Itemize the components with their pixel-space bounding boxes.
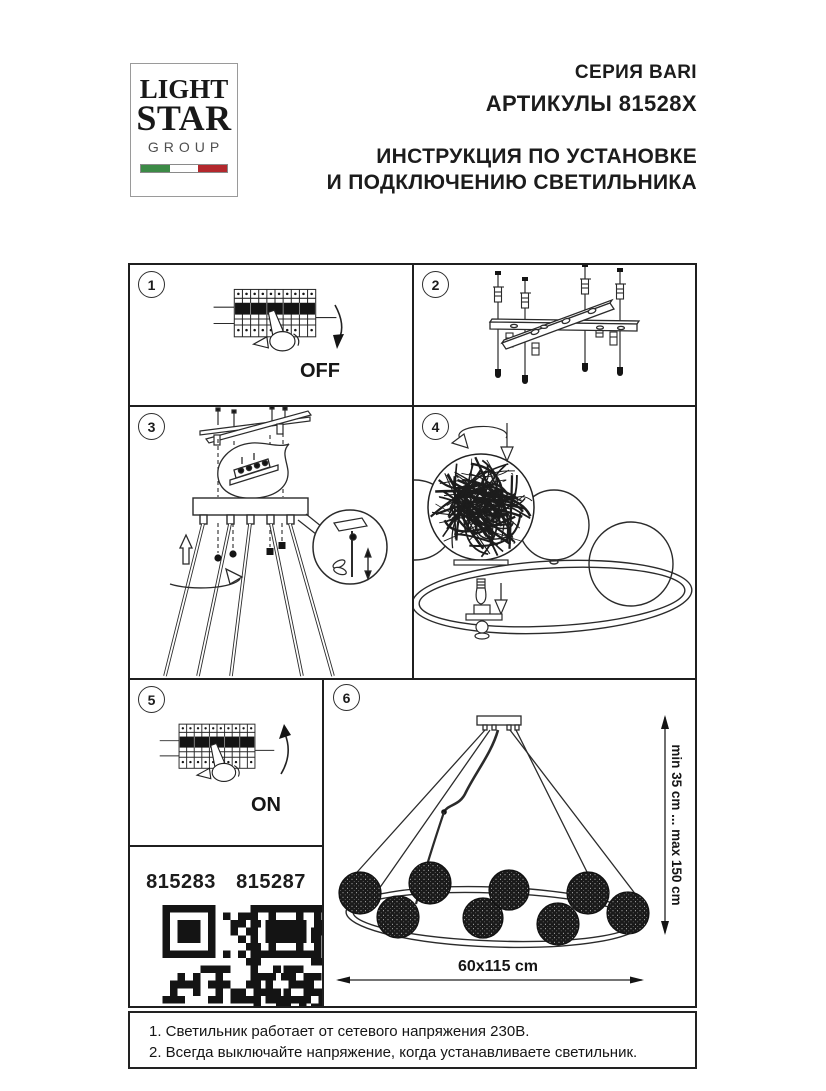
lightstar-logo	[130, 63, 238, 197]
step-panel-6	[324, 680, 695, 1006]
articles-title: АРТИКУЛЫ 81528X	[485, 91, 697, 116]
step-number-2: 2	[422, 271, 449, 298]
chandelier-dimensions-drawing	[324, 680, 695, 1006]
step-number-4: 4	[422, 413, 449, 440]
instruction-line-1: ИНСТРУКЦИЯ ПО УСТАНОВКЕ	[376, 145, 697, 168]
step-number-6: 6	[333, 684, 360, 711]
instruction-title	[327, 144, 697, 196]
articles-panel	[130, 847, 322, 1006]
logo-light: LIGHT	[139, 74, 229, 104]
article-number-right: 815287	[236, 871, 306, 893]
article-number-left: 815283	[146, 871, 216, 893]
shade-balls	[339, 862, 649, 945]
step-number-1: 1	[138, 271, 165, 298]
size-label: 60x115 cm	[457, 958, 539, 975]
step-panel-2	[414, 265, 695, 405]
shade-installation-drawing	[414, 407, 695, 678]
on-label: ON	[251, 794, 281, 816]
step-number-5: 5	[138, 686, 165, 713]
qr-code-right	[234, 905, 322, 1006]
instruction-line-2: И ПОДКЛЮЧЕНИЮ СВЕТИЛЬНИКА	[326, 171, 697, 194]
logo-group: GROUP	[147, 139, 225, 155]
italian-flag-icon	[140, 164, 228, 173]
step-number-3: 3	[138, 413, 165, 440]
header-text	[327, 62, 697, 196]
step-panel-4	[414, 407, 695, 678]
breaker-off-drawing	[130, 265, 412, 405]
mounting-brackets-drawing	[414, 265, 695, 405]
footer-notes	[128, 1011, 697, 1069]
logo-star: STAR	[136, 98, 232, 138]
footer-note-2: 2. Всегда выключайте напряжение, когда устанавливаете светильник.	[149, 1044, 638, 1061]
steps-grid	[128, 263, 697, 1008]
series-title: СЕРИЯ BARI	[574, 62, 697, 83]
canopy-mounting-drawing	[130, 407, 412, 678]
height-range-label: min 35 cm ... max 150 cm	[669, 744, 684, 906]
off-label: OFF	[300, 360, 340, 382]
step-panel-3	[130, 407, 412, 678]
step-panel-1	[130, 265, 412, 405]
footer-note-1: 1. Светильник работает от сетевого напряжения 230В.	[149, 1023, 530, 1040]
step-panel-5	[130, 680, 322, 845]
